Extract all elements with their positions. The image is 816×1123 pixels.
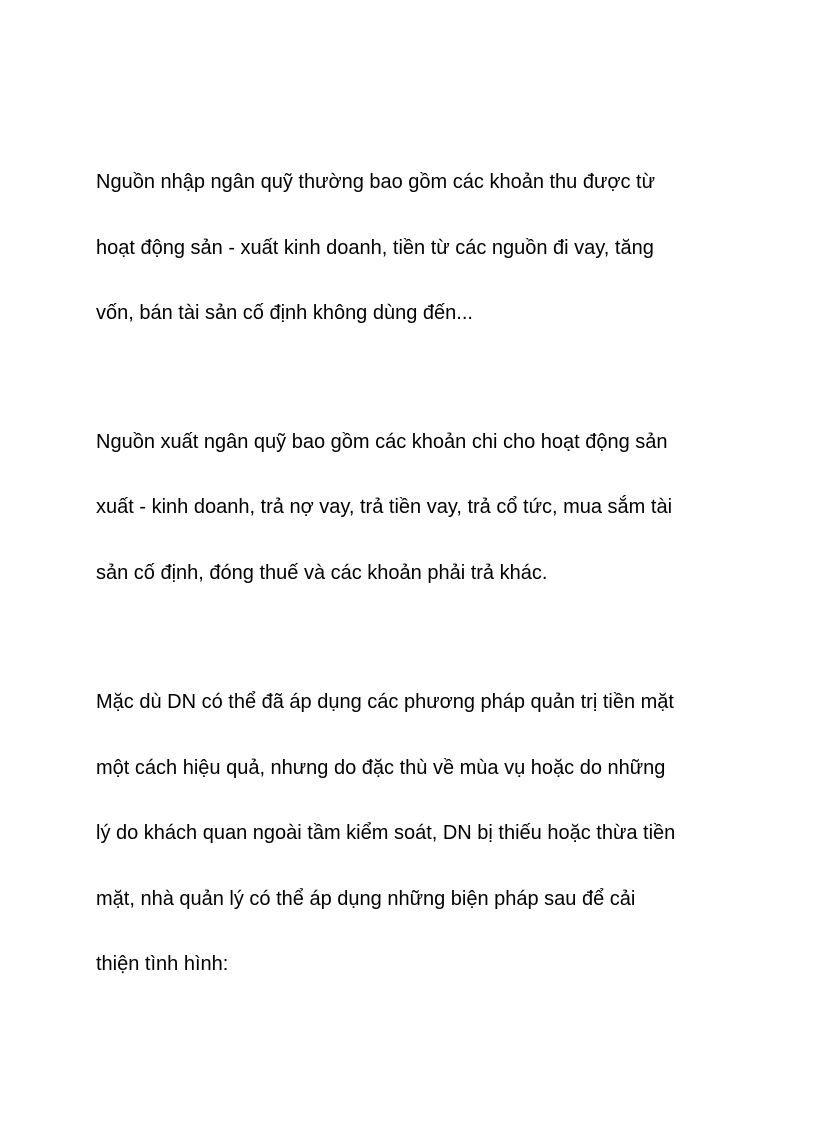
- text-line: xuất - kinh doanh, trả nợ vay, trả tiền vay, trả cổ tức, mua sắm tài: [96, 496, 673, 518]
- text-line: hoạt động sản - xuất kinh doanh, tiền từ các nguồn đi vay, tăng: [96, 237, 654, 259]
- text-line: mặt, nhà quản lý có thể áp dụng những biện pháp sau để cải: [96, 888, 636, 910]
- text-line: Nguồn xuất ngân quỹ bao gồm các khoản chi cho hoạt động sản: [96, 431, 668, 453]
- text-line: Nguồn nhập ngân quỹ thường bao gồm các khoản thu được từ: [96, 171, 655, 193]
- text-line: lý do khách quan ngoài tầm kiểm soát, DN bị thiếu hoặc thừa tiền: [96, 822, 676, 844]
- text-line: thiện tình hình:: [96, 953, 229, 975]
- text-line: Mặc dù DN có thể đã áp dụng các phương pháp quản trị tiền mặt: [96, 691, 674, 713]
- text-line: sản cố định, đóng thuế và các khoản phải trả khác.: [96, 562, 548, 584]
- text-line: một cách hiệu quả, nhưng do đặc thù về mùa vụ hoặc do những: [96, 757, 666, 779]
- text-line: vốn, bán tài sản cố định không dùng đến...: [96, 302, 473, 324]
